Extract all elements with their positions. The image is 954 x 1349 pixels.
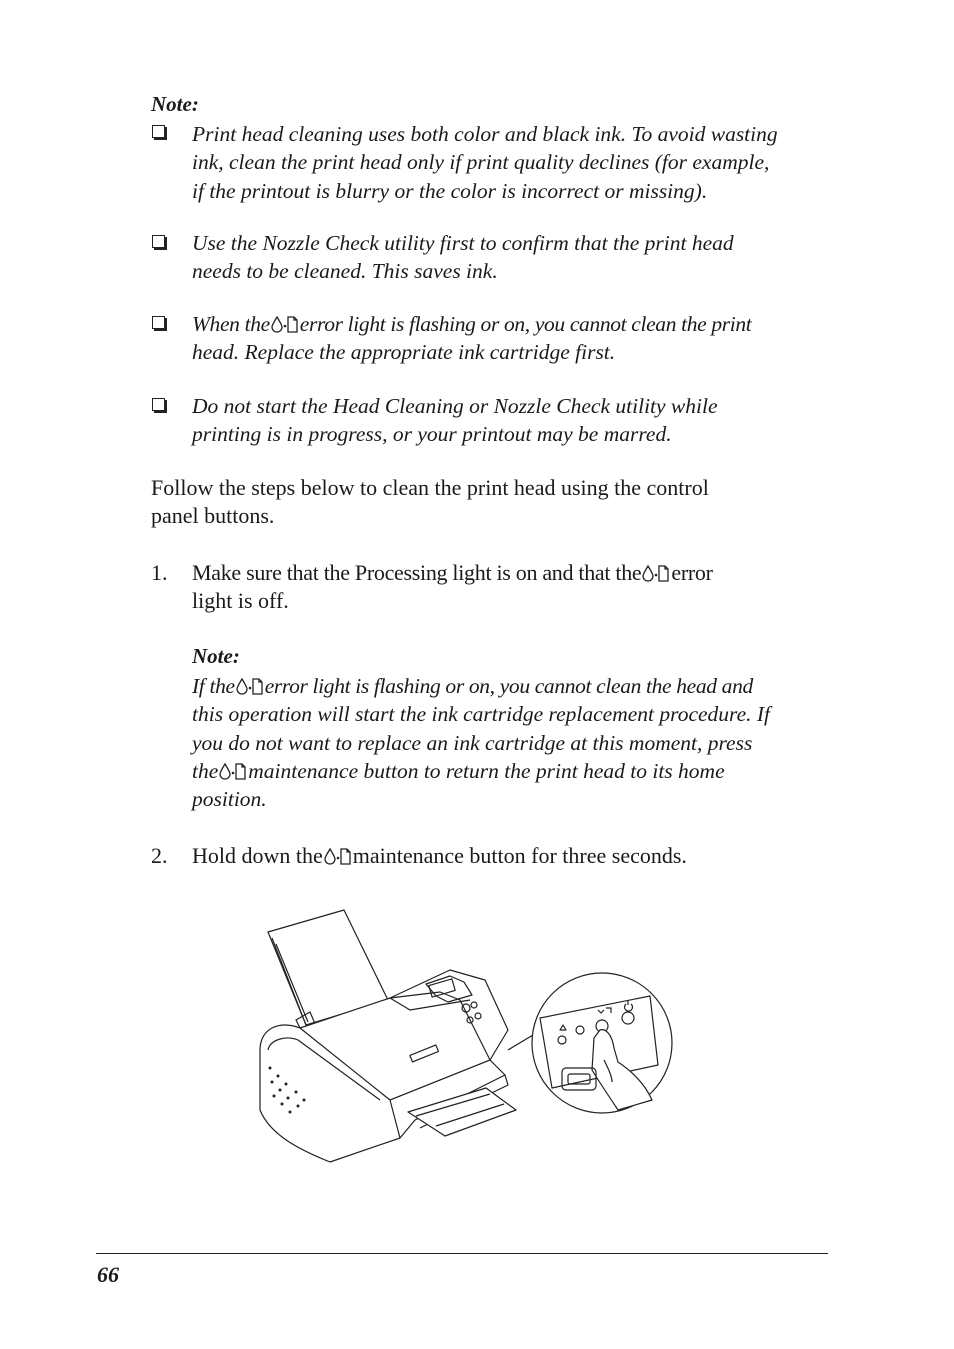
step-2-text	[192, 842, 687, 870]
text-span: Hold down the	[192, 843, 323, 868]
checkbox-bullet-icon	[152, 235, 165, 248]
text-line: printing is in progress, or your printout may be marred.	[192, 422, 672, 447]
text-line: position.	[192, 787, 267, 812]
text-line: Print head cleaning uses both color and black ink. To avoid wasting	[192, 122, 778, 146]
ink-drop-paper-icon	[642, 564, 670, 582]
page-number: 66	[97, 1262, 119, 1287]
text-span: Make sure that the Processing light is on and that the	[192, 560, 642, 585]
text-line: light is off.	[192, 588, 289, 614]
checkbox-bullet-icon	[152, 398, 165, 411]
text-span: error light is flashing or on, you cannot clean the print	[299, 312, 752, 336]
checkbox-bullet-icon	[152, 125, 165, 138]
note-heading: Note:	[192, 644, 240, 668]
text-span: error light is flashing or on, you cannot clean the head and	[264, 674, 753, 698]
text-line: if the printout is blurry or the color is incorrect or missing).	[192, 178, 708, 203]
text-line: ink, clean the print head only if print quality declines (for example,	[192, 150, 770, 175]
note-bullet-2	[192, 229, 832, 286]
ink-drop-paper-icon	[236, 677, 264, 695]
text-line: Do not start the Head Cleaning or Nozzle Check utility while	[192, 394, 718, 418]
text-line: you do not want to replace an ink cartridge at this moment, press	[192, 730, 753, 755]
text-line: Use the Nozzle Check utility first to confirm that the print head	[192, 231, 734, 255]
text-line: head. Replace the appropriate ink cartridge first.	[192, 340, 616, 365]
note-heading: Note:	[151, 92, 199, 116]
text-span: the	[192, 758, 219, 783]
checkbox-bullet-icon	[152, 316, 165, 329]
text-span: error	[671, 560, 713, 585]
note-bullet-4	[192, 392, 832, 449]
intro-paragraph	[151, 474, 841, 531]
step-1-note	[192, 672, 832, 813]
text-line: this operation will start the ink cartridge replacement procedure. If	[192, 702, 771, 727]
text-span: maintenance button for three seconds.	[352, 843, 687, 868]
step-number: 1.	[151, 560, 168, 585]
ink-drop-paper-icon	[324, 847, 352, 865]
footer-rule	[96, 1253, 828, 1254]
text-line: Follow the steps below to clean the print head using the control	[151, 475, 709, 500]
printer-illustration	[240, 900, 690, 1170]
text-line: needs to be cleaned. This saves ink.	[192, 259, 498, 284]
text-span: If the	[192, 674, 235, 698]
note-bullet-3	[192, 310, 832, 367]
text-span: When the	[192, 312, 270, 336]
step-1-text	[192, 559, 842, 616]
text-span: maintenance button to return the print head to its home	[248, 758, 725, 783]
ink-drop-paper-icon	[271, 315, 299, 333]
note-bullet-1	[192, 120, 832, 205]
ink-drop-paper-icon	[219, 762, 247, 780]
step-number: 2.	[151, 843, 168, 868]
text-line: panel buttons.	[151, 503, 275, 529]
